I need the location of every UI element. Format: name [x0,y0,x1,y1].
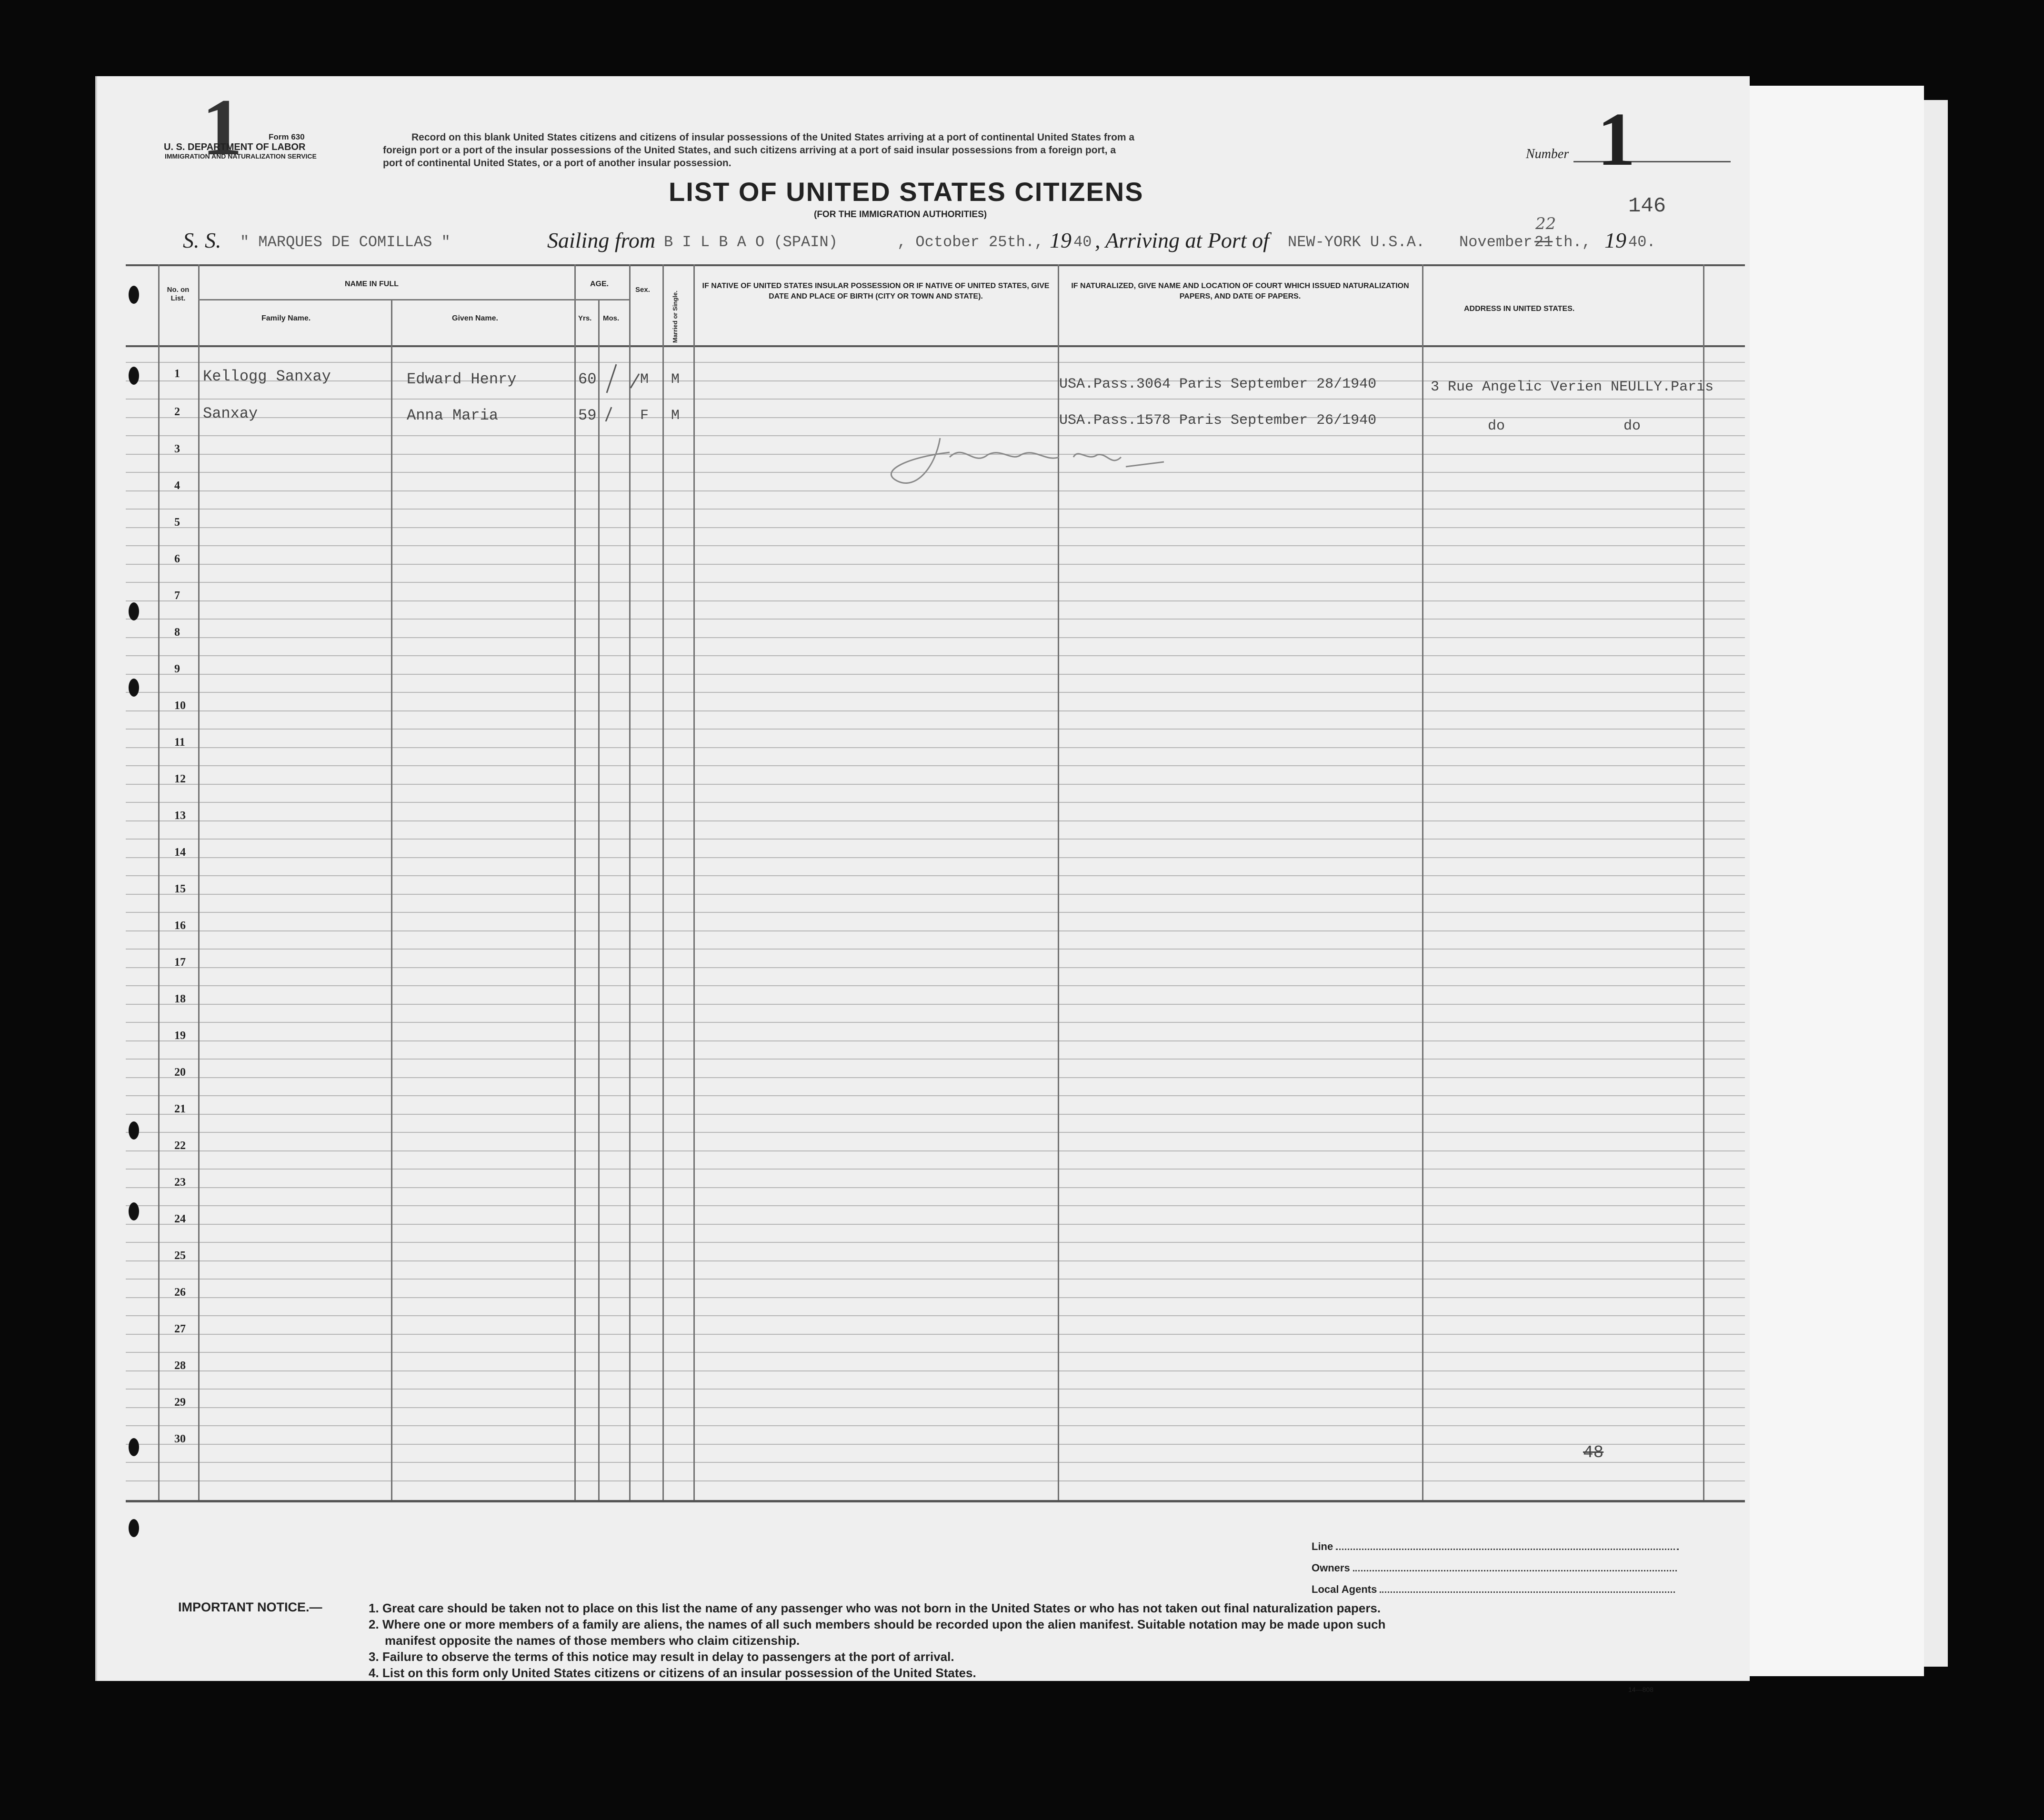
ruled-line [126,967,1745,968]
agents-label: Local Agents [1312,1583,1377,1595]
ruled-line [126,1150,1745,1151]
col-rule [598,300,600,1500]
agents-field [1312,1583,1675,1596]
row-number: 15 [174,883,186,895]
passenger-address-ditto: do [1623,418,1641,434]
arrival-year-prefix: 19 [1604,228,1626,252]
passenger-sex: F [640,408,649,424]
col-header-yrs: Yrs. [578,314,592,322]
line-field [1312,1540,1679,1553]
owners-field [1312,1562,1677,1574]
ruled-line [126,1077,1745,1078]
service-label: IMMIGRATION AND NATURALIZATION SERVICE [165,152,317,160]
col-rule [391,300,392,1500]
row-number: 20 [174,1066,186,1079]
ruled-line [126,1352,1745,1353]
passenger-age: 60 [578,370,597,388]
row-number: 8 [174,626,180,639]
ruled-line [126,1480,1745,1481]
row-number: 6 [174,553,180,565]
ruled-line [126,894,1745,895]
ruled-line [126,1169,1745,1170]
ship-name: " MARQUES DE COMILLAS " [240,233,451,251]
notice-item: manifest opposite the names of those members who claim citizenship. [385,1633,800,1648]
ruled-line [126,857,1745,858]
row-number: 7 [174,590,180,602]
col-header-no [160,286,196,303]
ruled-line [126,509,1745,510]
row-number: 2 [174,406,180,418]
row-number: 30 [174,1433,186,1445]
col-rule [693,264,695,1500]
row-number: 10 [174,700,186,712]
notice-item: 4. List on this form only United States citizens or citizens of an insular possession of the United States. [369,1666,976,1680]
passenger-family-name: Sanxay [203,405,258,422]
ruled-line [126,582,1745,583]
ruled-line [126,1315,1745,1316]
ruled-line [126,1370,1745,1371]
col-header-age: AGE. [590,280,609,288]
ruled-line [126,747,1745,748]
col-rule [629,264,631,1500]
punch-hole [129,1121,139,1140]
instruction-line: foreign port or a port of the insular possessions of the United States, and such citizens arriving at a port of said insular possessions from a foreign port, a [383,145,1116,156]
sailing-label: Sailing from [547,228,656,252]
ruled-line [126,875,1745,876]
passenger-status: M [671,371,680,388]
inspector-signature [878,429,1173,500]
ruled-line [126,1132,1745,1133]
passenger-address: 3 Rue Angelic Verien NEULLY.Paris [1431,379,1714,395]
row-number: 22 [174,1140,186,1152]
passenger-papers: USA.Pass.3064 Paris September 28/1940 [1059,376,1377,392]
col-rule [1422,264,1423,1500]
ruled-line [126,674,1745,675]
form-number: Form 630 [269,132,305,141]
ruled-line [126,1205,1745,1206]
departure-year: 40 [1073,233,1092,251]
arrival-year: 40. [1628,233,1656,251]
passenger-status: M [671,408,680,424]
ruled-line [126,1297,1745,1298]
table-top-rule [126,264,1745,266]
ruled-line [126,839,1745,840]
ruled-line [126,985,1745,986]
arrival-day-struck: 21 [1534,233,1553,251]
department-label: U. S. DEPARTMENT OF LABOR [164,142,306,152]
ruled-line [126,564,1745,565]
ship-label: S. S. [183,228,221,252]
ruled-line [126,1260,1745,1261]
instruction-line: Record on this blank United States citizens and citizens of insular possessions of the United States arriving at a port of continental United States from a [411,132,1135,143]
ruled-line [126,399,1745,400]
number-value: 1 [1597,97,1635,181]
punch-hole [129,286,139,304]
row-number: 28 [174,1360,186,1372]
ruled-line [126,1059,1745,1060]
punch-hole [129,1519,139,1537]
notice-heading: IMPORTANT NOTICE.— [178,1600,322,1614]
row-number: 5 [174,516,180,529]
list-title: LIST OF UNITED STATES CITIZENS [669,177,1144,207]
row-number: 21 [174,1103,186,1115]
number-label: Number [1526,147,1569,161]
passenger-given-name: Edward Henry [407,370,517,388]
ruled-line [126,362,1745,363]
departure-date: , October 25th., [897,233,1044,251]
ruled-line [126,1224,1745,1225]
arriving-label: , Arriving at Port of [1095,228,1269,252]
from-port: B I L B A O (SPAIN) [664,233,838,251]
col-rule [662,264,664,1500]
ruled-line [126,1040,1745,1041]
row-number: 27 [174,1323,186,1335]
punch-hole [129,367,139,385]
table-bottom-rule [126,1500,1745,1502]
row-number: 18 [174,993,186,1005]
row-number: 11 [174,736,185,749]
owners-label: Owners [1312,1562,1350,1574]
punch-hole [129,679,139,697]
ruled-line [126,1407,1745,1408]
back-page [1724,86,1924,1676]
col-header-name-in-full: NAME IN FULL [345,280,399,288]
departure-year-prefix: 19 [1050,228,1072,252]
row-number: 25 [174,1250,186,1262]
col-rule [574,264,576,1500]
instruction-line: port of continental United States, or a port of another insular possession. [383,158,731,169]
age-check-marks [597,350,664,421]
col-header-no-text: No. on List. [167,286,190,302]
notice-item: 3. Failure to observe the terms of this notice may result in delay to passengers at the port of arrival. [369,1650,954,1664]
row-number: 19 [174,1030,186,1042]
list-subtitle: (FOR THE IMMIGRATION AUTHORITIES) [814,210,987,220]
ruled-line [126,1279,1745,1280]
arrival-month: November [1459,233,1533,251]
col-header-address: ADDRESS IN UNITED STATES. [1464,305,1575,313]
col-header-mos: Mos. [603,314,620,322]
notice-list [369,1600,1385,1681]
ruled-line [126,527,1745,528]
col-header-naturalized-text: IF NATURALIZED, GIVE NAME AND LOCATION OF COURT WHICH ISSUED NATURALIZATION PAPERS, AND DATE OF PAPERS. [1071,282,1409,300]
ruled-line [126,1334,1745,1335]
passenger-age: 59 [578,407,597,424]
page-mark: 48 [1583,1443,1604,1462]
row-number: 1 [174,368,180,380]
ruled-line [126,1095,1745,1096]
passenger-sex: M [640,371,649,388]
punch-hole [129,1438,139,1456]
col-header-native-text: IF NATIVE OF UNITED STATES INSULAR POSSESSION OR IF NATIVE OF UNITED STATES, GIVE DATE AND PLACE OF BIRTH (CITY OR TOWN AND STATE). [702,282,1050,300]
row-number: 17 [174,956,186,969]
signature-text: J Scanny Insp 8th [973,495,977,496]
row-number: 23 [174,1176,186,1189]
arrival-port: NEW-YORK U.S.A. [1288,233,1425,251]
instructions [383,131,1134,170]
stamp-number: 146 [1628,194,1666,218]
table-header-rule [126,345,1745,347]
ruled-line [126,1389,1745,1390]
row-number: 12 [174,773,186,785]
col-rule [158,264,160,1500]
ruled-line [126,802,1745,803]
punch-hole [129,1202,139,1220]
ruled-line [126,710,1745,711]
ruled-line [126,1114,1745,1115]
row-number: 3 [174,443,180,455]
passenger-papers: USA.Pass.1578 Paris September 26/1940 [1059,412,1377,429]
ruled-line [126,949,1745,950]
ruled-line [126,1242,1745,1243]
form-code: 14—808 [1628,1686,1653,1693]
ruled-line [126,619,1745,620]
age-underline [574,299,629,300]
ruled-line [126,637,1745,638]
passenger-address-ditto: do [1488,418,1505,434]
row-number: 24 [174,1213,186,1225]
arrival-day-corrected: 22 [1535,214,1556,233]
col-header-given-name: Given Name. [452,314,498,322]
ruled-line [126,600,1745,601]
row-number: 29 [174,1396,186,1409]
ruled-line [126,820,1745,821]
row-number: 9 [174,663,180,675]
ruled-line [126,784,1745,785]
line-label: Line [1312,1540,1333,1552]
manifest-page [95,76,1750,1693]
punch-hole [129,602,139,620]
col-header-sex: Sex. [635,286,650,294]
col-header-naturalized [1064,281,1416,302]
col-header-native [702,281,1050,302]
ruled-line [126,1444,1745,1445]
col-header-married: Married or Single. [671,290,679,343]
row-number: 14 [174,846,186,859]
passenger-family-name: Kellogg Sanxay [203,368,331,385]
ruled-line [126,1462,1745,1463]
passenger-given-name: Anna Maria [407,407,499,424]
col-rule [198,264,200,1500]
ruled-line [126,765,1745,766]
ruled-line [126,930,1745,931]
ruled-line [126,655,1745,656]
notice-item: 1. Great care should be taken not to place on this list the name of any passenger who was not born in the United States or who has not taken out final naturalization papers. [369,1601,1381,1615]
name-in-full-underline [198,299,574,300]
row-number: 4 [174,480,180,492]
ruled-line [126,729,1745,730]
notice-item: 2. Where one or more members of a family are aliens, the names of all such members should be recorded upon the alien manifest. Suitable notation may be made upon such [369,1617,1386,1631]
col-header-family-name: Family Name. [261,314,311,322]
ruled-line [126,1425,1745,1426]
corner-number: 1 [202,82,242,172]
ruled-line [126,1022,1745,1023]
ruled-line [126,692,1745,693]
ruled-line [126,1004,1745,1005]
row-number: 13 [174,810,186,822]
ruled-line [126,1187,1745,1188]
ruled-line [126,545,1745,546]
arrival-day-suffix: th., [1554,233,1591,251]
row-number: 26 [174,1286,186,1299]
row-number: 16 [174,920,186,932]
ruled-line [126,912,1745,913]
col-rule [1703,264,1704,1500]
